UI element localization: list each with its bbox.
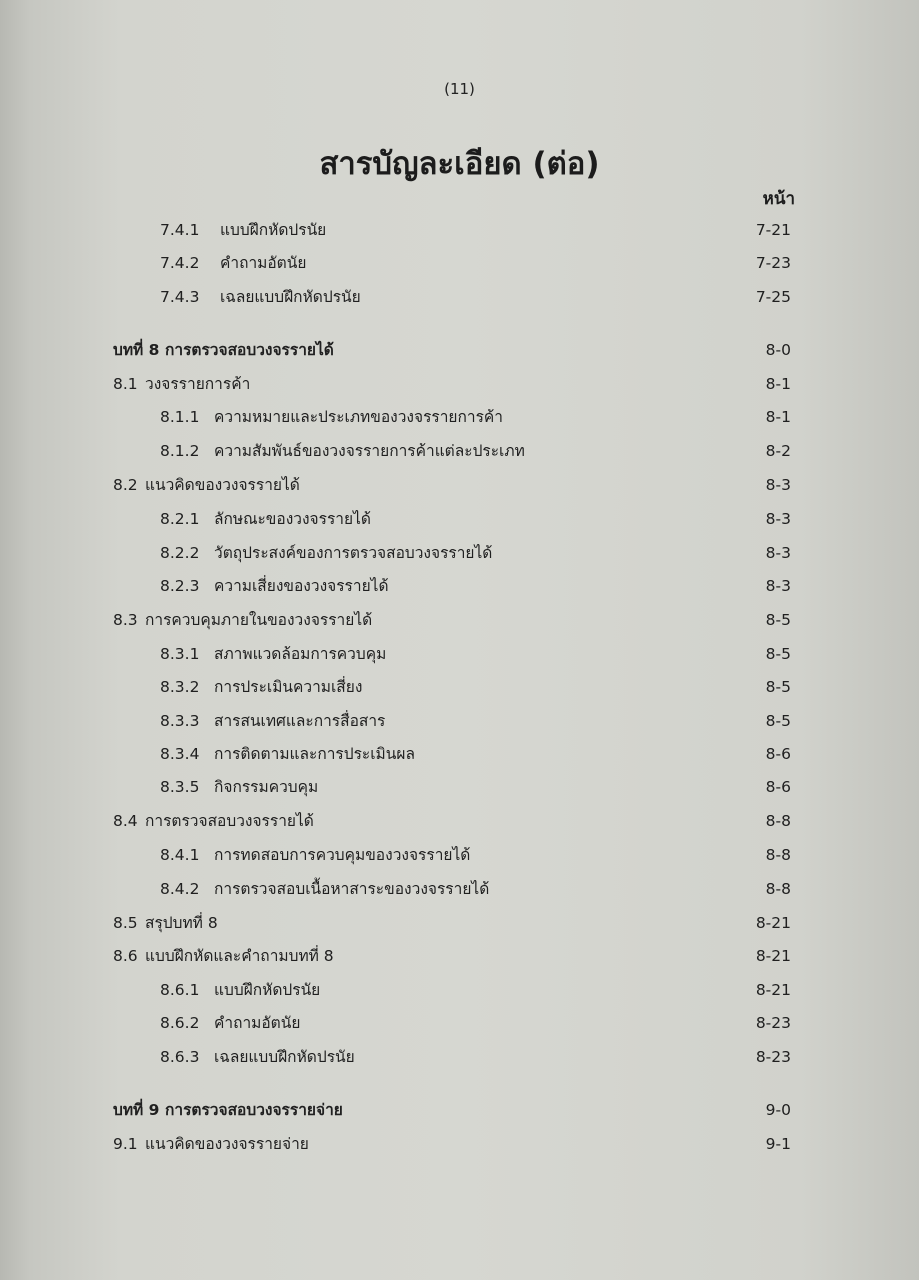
toc-entry-number: 8.6.3 [160,1048,200,1066]
toc-entry-title: การประเมินความเสี่ยง [214,678,363,696]
toc-entry-number: 7.4.1 [160,221,200,239]
toc-entry-page: 8-8 [765,880,791,898]
toc-entry-title: กิจกรรมควบคุม [214,778,319,796]
toc-entry-page: 7-21 [755,221,791,239]
toc-entry-page: 8-5 [765,678,791,696]
page-number: (11) [444,80,475,98]
toc-entry-title: การควบคุมภายในของวงจรรายได้ [145,611,373,629]
toc-entry-page: 8-21 [755,981,791,999]
toc-entry-title: ความสัมพันธ์ของวงจรรายการค้าแต่ละประเภท [214,442,525,460]
toc-entry-page: 8-23 [755,1048,791,1066]
page-column-label: หน้า [762,189,795,209]
toc-entry-page: 7-25 [755,288,791,306]
toc-entry-title: การตรวจสอบวงจรรายจ่าย [165,1101,343,1119]
toc-entry-number: 8.2.1 [160,510,200,528]
toc-entry-row [0,911,919,935]
toc-entry-row [0,1045,919,1069]
toc-entry-number: 8.4.2 [160,880,200,898]
toc-entry-page: 8-8 [765,812,791,830]
toc-entry-title: คำถามอัตนัย [214,1014,301,1032]
toc-entry-page: 8-3 [765,544,791,562]
toc-entry-number: 8.1.2 [160,442,200,460]
toc-entry-row [0,574,919,598]
toc-entry-row [0,439,919,463]
toc-entry-row [0,877,919,901]
toc-entry-row [0,507,919,531]
toc-entry-number: 9.1 [113,1135,138,1153]
toc-entry-title: การตรวจสอบวงจรรายได้ [145,812,314,830]
toc-entry-title: สภาพแวดล้อมการควบคุม [214,645,387,663]
toc-entry-page: 8-6 [765,745,791,763]
toc-entry-number: 8.3 [113,611,138,629]
toc-entry-title: การทดสอบการควบคุมของวงจรรายได้ [214,846,471,864]
toc-entry-number: 8.3.1 [160,645,200,663]
toc-entry-number: 8.3.2 [160,678,200,696]
toc-entry-row [0,809,919,833]
toc-entry-number: บทที่ 8 [113,341,160,359]
toc-entry-title: สรุปบทที่ 8 [145,914,218,932]
toc-entry-row [0,541,919,565]
toc-entry-page: 8-8 [765,846,791,864]
toc-entry-title: ความหมายและประเภทของวงจรรายการค้า [214,408,503,426]
toc-entry-page: 9-0 [765,1101,791,1119]
toc-entry-number: 7.4.2 [160,254,200,272]
toc-entry-number: 8.2 [113,476,138,494]
toc-entry-number: 8.6.1 [160,981,200,999]
toc-entry-page: 7-23 [755,254,791,272]
toc-entry-page: 8-2 [765,442,791,460]
toc-entry-row [0,978,919,1002]
toc-entry-title: แนวคิดของวงจรรายจ่าย [145,1135,309,1153]
toc-entry-row [0,372,919,396]
toc-entry-title: เฉลยแบบฝึกหัดปรนัย [220,288,361,306]
toc-entry-title: แนวคิดของวงจรรายได้ [145,476,300,494]
toc-entry-number: 8.3.3 [160,712,200,730]
toc-entry-page: 8-1 [765,375,791,393]
toc-entry-title: การตรวจสอบเนื้อหาสาระของวงจรรายได้ [214,880,490,898]
toc-entry-page: 8-3 [765,577,791,595]
toc-entry-title: แบบฝึกหัดปรนัย [220,221,327,239]
toc-entry-page: 8-21 [755,947,791,965]
toc-entry-title: ลักษณะของวงจรรายได้ [214,510,371,528]
toc-entry-title: สารสนเทศและการสื่อสาร [214,712,386,730]
toc-entry-title: คำถามอัตนัย [220,254,307,272]
toc-entry-number: บทที่ 9 [113,1101,160,1119]
toc-entry-row [0,642,919,666]
toc-entry-row [0,944,919,968]
toc-entry-row [0,675,919,699]
toc-entry-row [0,285,919,309]
toc-entry-page: 8-6 [765,778,791,796]
toc-entry-title: แบบฝึกหัดและคำถามบทที่ 8 [145,947,334,965]
toc-entry-number: 8.3.5 [160,778,200,796]
toc-entry-page: 8-5 [765,645,791,663]
toc-entry-page: 8-1 [765,408,791,426]
toc-entry-page: 8-3 [765,510,791,528]
page-title: สารบัญละเอียด (ต่อ) [319,146,600,182]
toc-entry-number: 8.3.4 [160,745,200,763]
toc-entry-row [0,843,919,867]
toc-chapter-row [0,1098,919,1122]
toc-entry-number: 8.1.1 [160,408,200,426]
toc-entry-number: 8.4.1 [160,846,200,864]
toc-entry-number: 8.2.2 [160,544,200,562]
toc-entry-number: 7.4.3 [160,288,200,306]
toc-entry-number: 8.1 [113,375,138,393]
toc-entry-number: 8.6 [113,947,138,965]
toc-entry-page: 9-1 [765,1135,791,1153]
toc-entry-page: 8-21 [755,914,791,932]
toc-entry-row [0,608,919,632]
toc-entry-title: แบบฝึกหัดปรนัย [214,981,321,999]
toc-entry-row [0,742,919,766]
toc-entry-title: ความเสี่ยงของวงจรรายได้ [214,577,389,595]
toc-entry-row [0,709,919,733]
toc-entry-title: การติดตามและการประเมินผล [214,745,415,763]
toc-entry-row [0,251,919,275]
toc-entry-row [0,1132,919,1156]
toc-entry-page: 8-5 [765,712,791,730]
toc-entry-page: 8-5 [765,611,791,629]
toc-entry-number: 8.5 [113,914,138,932]
toc-entry-page: 8-3 [765,476,791,494]
toc-entry-page: 8-23 [755,1014,791,1032]
toc-entry-row [0,1011,919,1035]
toc-entry-row [0,405,919,429]
toc-entry-title: เฉลยแบบฝึกหัดปรนัย [214,1048,355,1066]
toc-entry-row [0,775,919,799]
toc-chapter-row [0,338,919,362]
toc-entry-page: 8-0 [765,341,791,359]
toc-entry-number: 8.6.2 [160,1014,200,1032]
toc-entry-row [0,473,919,497]
toc-entry-number: 8.2.3 [160,577,200,595]
toc-entry-title: วงจรรายการค้า [145,375,251,393]
toc-entry-title: การตรวจสอบวงจรรายได้ [165,341,334,359]
toc-entry-number: 8.4 [113,812,138,830]
toc-entry-row [0,218,919,242]
toc-entry-title: วัตถุประสงค์ของการตรวจสอบวงจรรายได้ [214,544,493,562]
